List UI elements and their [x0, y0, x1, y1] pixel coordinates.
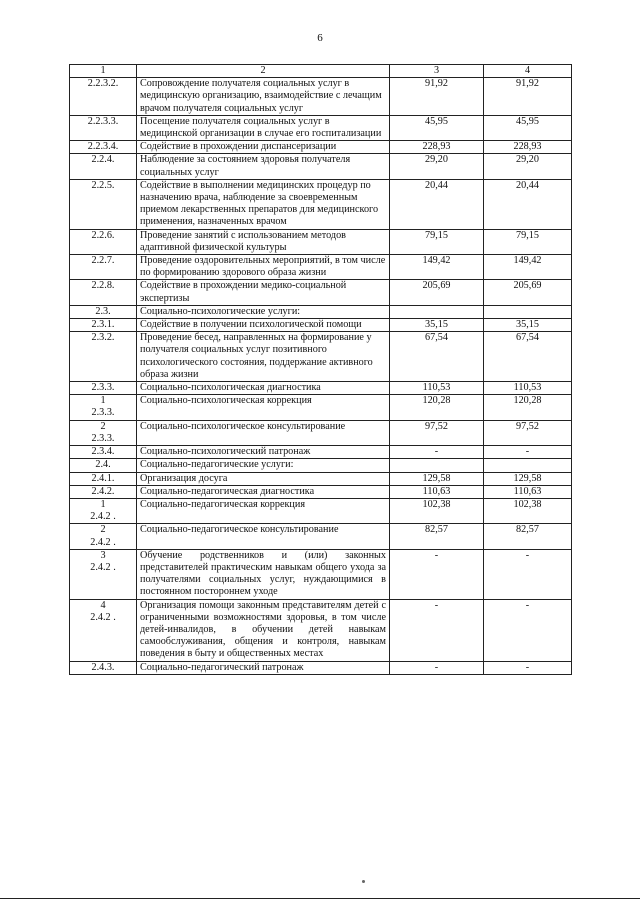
row-value-col4: 82,57 [484, 524, 572, 549]
table-row [70, 115, 572, 140]
row-number-base: 2.3.3. [91, 432, 115, 444]
table-row [70, 319, 572, 332]
row-description: Содействие в прохождении диспансеризации [137, 141, 390, 154]
row-description: Содействие в выполнении медицинских процедур по назначению врача, наблюдение за своевременным приемом лекарственных препаратов для медицинского применения, назначенных врачом [137, 179, 390, 229]
row-description: Посещение получателя социальных услуг в медицинской организации в случае его госпитализации [137, 115, 390, 140]
row-number: 2.4. [70, 459, 137, 472]
row-number: 2.2.7. [70, 255, 137, 280]
row-description: Содействие в прохождении медико-социальной экспертизы [137, 280, 390, 305]
row-description: Сопровождение получателя социальных услуг в медицинскую организацию, взаимодействие с лечащим врачом получателя социальных услуг [137, 78, 390, 116]
row-description: Организация помощи законным представителям детей с ограниченными возможностями здоровья, в том числе детей-инвалидов, в обучении детей навыкам самообслуживания, общения и контроля, навыкам поведения в быту и общественных местах [137, 599, 390, 661]
row-value-col4: 205,69 [484, 280, 572, 305]
row-number: 2.2.8. [70, 280, 137, 305]
table-row [70, 229, 572, 254]
row-value-col3: 110,63 [390, 485, 484, 498]
row-description: Социально-педагогический патронаж [137, 661, 390, 674]
table-row [70, 446, 572, 459]
row-value-col3: 91,92 [390, 78, 484, 116]
row-value-col4: 149,42 [484, 255, 572, 280]
row-value-col4: - [484, 446, 572, 459]
table-row [70, 78, 572, 116]
table-row [70, 395, 572, 420]
row-value-col3: - [390, 446, 484, 459]
row-description: Социально-психологическая коррекция [137, 395, 390, 420]
table-row [70, 332, 572, 382]
row-value-col3: 82,57 [390, 524, 484, 549]
row-number: 2.2.3.4. [70, 141, 137, 154]
row-value-col3: 120,28 [390, 395, 484, 420]
table-row-section [70, 459, 572, 472]
table-row [70, 255, 572, 280]
row-number-superscript: 2 [100, 420, 106, 432]
table-row [70, 382, 572, 395]
row-value-col4: 110,63 [484, 485, 572, 498]
row-number-split [70, 420, 137, 445]
row-value-col3: 45,95 [390, 115, 484, 140]
row-number-base: 2.4.2 . [90, 536, 116, 548]
row-value-col4: - [484, 661, 572, 674]
row-description: Социально-педагогическая диагностика [137, 485, 390, 498]
page-bottom-edge [0, 898, 640, 899]
row-value-col4: 79,15 [484, 229, 572, 254]
row-value-col4: 67,54 [484, 332, 572, 382]
row-number-split [70, 599, 137, 661]
row-number-split [70, 498, 137, 523]
row-number: 2.4.1. [70, 472, 137, 485]
table-row [70, 179, 572, 229]
table-row [70, 661, 572, 674]
row-number-superscript: 1 [100, 395, 106, 407]
row-description: Социально-педагогические услуги: [137, 459, 390, 472]
row-number-base: 2.3.3. [91, 407, 115, 419]
row-value-col3: 228,93 [390, 141, 484, 154]
table-row [70, 498, 572, 523]
row-value-col3 [390, 305, 484, 318]
row-value-col4: 35,15 [484, 319, 572, 332]
header-col-2: 2 [137, 65, 390, 78]
row-value-col4: 129,58 [484, 472, 572, 485]
table-row-section [70, 305, 572, 318]
row-value-col3: 102,38 [390, 498, 484, 523]
table-row [70, 154, 572, 179]
row-value-col3: 205,69 [390, 280, 484, 305]
services-tariff-table [69, 64, 572, 675]
row-value-col3: - [390, 549, 484, 599]
row-value-col4 [484, 305, 572, 318]
header-col-3: 3 [390, 65, 484, 78]
table-row [70, 485, 572, 498]
row-number: 2.3. [70, 305, 137, 318]
row-value-col4: 120,28 [484, 395, 572, 420]
row-value-col3: 67,54 [390, 332, 484, 382]
row-description: Социально-психологическая диагностика [137, 382, 390, 395]
row-number-split [70, 395, 137, 420]
row-description: Социально-педагогическое консультирование [137, 524, 390, 549]
table-row [70, 280, 572, 305]
row-value-col4: 91,92 [484, 78, 572, 116]
row-number-base: 2.4.2 . [90, 561, 116, 573]
row-value-col4 [484, 459, 572, 472]
row-description: Организация досуга [137, 472, 390, 485]
row-value-col4: - [484, 599, 572, 661]
row-number: 2.2.5. [70, 179, 137, 229]
row-number: 2.3.1. [70, 319, 137, 332]
row-description: Проведение оздоровительных мероприятий, в том числе по формированию здорового образа жизни [137, 255, 390, 280]
row-number-base: 2.4.2 . [90, 511, 116, 523]
row-number: 2.2.4. [70, 154, 137, 179]
table-row [70, 599, 572, 661]
row-value-col4: 110,53 [484, 382, 572, 395]
row-number-base: 2.4.2 . [90, 611, 116, 623]
row-description: Обучение родственников и (или) законных представителей практическим навыкам общего ухода за получателями социальных услуг, нуждающимися в постоянном постороннем уходе [137, 549, 390, 599]
row-value-col3: 29,20 [390, 154, 484, 179]
row-description: Социально-психологическое консультирование [137, 420, 390, 445]
row-number: 2.3.4. [70, 446, 137, 459]
row-number-superscript: 2 [100, 524, 106, 536]
header-col-1: 1 [70, 65, 137, 78]
row-value-col3: 20,44 [390, 179, 484, 229]
row-value-col4: 20,44 [484, 179, 572, 229]
row-value-col4: 45,95 [484, 115, 572, 140]
row-value-col3: - [390, 661, 484, 674]
row-number-superscript: 3 [100, 549, 106, 561]
row-number: 2.2.6. [70, 229, 137, 254]
row-value-col4: 102,38 [484, 498, 572, 523]
row-value-col3: 110,53 [390, 382, 484, 395]
row-value-col4: - [484, 549, 572, 599]
row-number: 2.2.3.2. [70, 78, 137, 116]
table-row [70, 524, 572, 549]
table-row [70, 141, 572, 154]
table-header-row [70, 65, 572, 78]
scan-speck [362, 880, 365, 883]
row-number: 2.3.2. [70, 332, 137, 382]
row-value-col3: 129,58 [390, 472, 484, 485]
row-value-col3: 149,42 [390, 255, 484, 280]
row-number-superscript: 1 [100, 498, 106, 510]
row-number: 2.3.3. [70, 382, 137, 395]
row-description: Социально-педагогическая коррекция [137, 498, 390, 523]
row-value-col4: 97,52 [484, 420, 572, 445]
table-row [70, 472, 572, 485]
row-value-col3: 97,52 [390, 420, 484, 445]
row-description: Проведение бесед, направленных на формирование у получателя социальных услуг позитивного психологического состояния, поддержание активного образа жизни [137, 332, 390, 382]
row-number: 2.4.3. [70, 661, 137, 674]
row-number: 2.2.3.3. [70, 115, 137, 140]
page-number: 6 [317, 32, 323, 44]
header-col-4: 4 [484, 65, 572, 78]
row-value-col3: 79,15 [390, 229, 484, 254]
table-row [70, 549, 572, 599]
table-row [70, 420, 572, 445]
row-value-col3: 35,15 [390, 319, 484, 332]
row-value-col4: 29,20 [484, 154, 572, 179]
row-description: Содействие в получении психологической помощи [137, 319, 390, 332]
row-value-col4: 228,93 [484, 141, 572, 154]
row-description: Наблюдение за состоянием здоровья получателя социальных услуг [137, 154, 390, 179]
row-number-superscript: 4 [100, 599, 106, 611]
row-description: Проведение занятий с использованием методов адаптивной физической культуры [137, 229, 390, 254]
row-description: Социально-психологический патронаж [137, 446, 390, 459]
row-number-split [70, 524, 137, 549]
row-number: 2.4.2. [70, 485, 137, 498]
row-value-col3 [390, 459, 484, 472]
row-description: Социально-психологические услуги: [137, 305, 390, 318]
row-number-split [70, 549, 137, 599]
row-value-col3: - [390, 599, 484, 661]
